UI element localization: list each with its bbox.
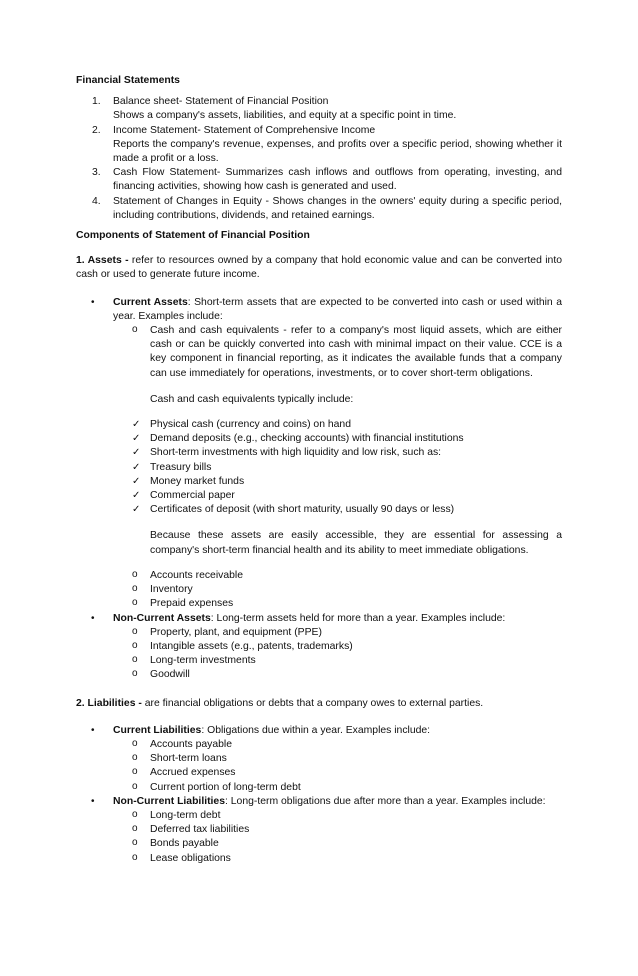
circle-bullet-icon: o (132, 823, 138, 835)
cce-include-text: Cash and cash equivalents typically include: (150, 393, 354, 405)
list-item (113, 654, 562, 668)
check-item (113, 446, 562, 460)
circle-bullet-icon: o (132, 780, 138, 792)
current-assets-other-list (113, 569, 562, 612)
check-item (113, 489, 562, 503)
list-number: 1. (92, 96, 101, 108)
list-item-text: Long-term investments (150, 655, 256, 667)
list-item (113, 583, 562, 597)
noncurrent-assets-text (113, 612, 562, 626)
list-item-text: Goodwill (150, 669, 190, 681)
circle-bullet-icon: o (132, 654, 138, 666)
bullet-icon: • (91, 724, 95, 736)
current-assets-sublist (113, 324, 562, 558)
list-item (113, 626, 562, 640)
circle-bullet-icon: o (132, 568, 138, 580)
section-heading: Components of Statement of Financial Position (76, 230, 310, 242)
list-item (113, 640, 562, 654)
circle-bullet-icon: o (132, 737, 138, 749)
current-liabilities-text (113, 724, 562, 738)
noncurrent-assets-sublist (113, 626, 562, 683)
list-item (113, 597, 562, 611)
list-item (76, 166, 562, 194)
check-item-text: Money market funds (150, 475, 245, 487)
list-item-text: Accrued expenses (150, 767, 236, 779)
circle-bullet-icon: o (132, 808, 138, 820)
noncurrent-assets-desc: : Long-term assets held for more than a year. Examples include: (210, 612, 506, 624)
list-number: 4. (92, 195, 101, 207)
list-item (76, 95, 562, 123)
current-assets-label: Current Assets (113, 296, 188, 308)
list-item (76, 296, 562, 612)
list-item (113, 324, 562, 558)
assets-text: refer to resources owned by a company that hold economic value and can be converted into cash or used to generate future income. (76, 255, 562, 281)
circle-bullet-icon: o (132, 766, 138, 778)
check-item (113, 461, 562, 475)
list-item-text: Prepaid expenses (150, 598, 234, 610)
circle-bullet-icon: o (132, 668, 138, 680)
list-item-text: Accounts receivable (150, 569, 243, 581)
list-item (76, 795, 562, 866)
list-item (76, 612, 562, 683)
bullet-icon: • (91, 795, 95, 807)
check-item-text: Short-term investments with high liquidity and low risk, such as: (150, 447, 442, 459)
noncurrent-liabilities-label: Non-Current Liabilities (113, 795, 225, 807)
liabilities-list (76, 724, 562, 866)
check-item-text: Certificates of deposit (with short maturity, usually 90 days or less) (150, 504, 455, 516)
list-item (113, 752, 562, 766)
list-item-text: Current portion of long-term debt (150, 781, 301, 793)
list-item (113, 823, 562, 837)
check-item (113, 503, 562, 517)
check-item (113, 475, 562, 489)
list-item-line: Balance sheet- Statement of Financial Position (113, 96, 329, 108)
liabilities-text: are financial obligations or debts that a company owes to external parties. (141, 697, 484, 709)
list-item-line: Cash Flow Statement- Summarizes cash inflows and outflows from operating, investing, and financing activities, showing how cash is generated and used. (113, 167, 562, 193)
check-item-text: Physical cash (currency and coins) on hand (150, 419, 351, 431)
check-item-text: Commercial paper (150, 490, 235, 502)
page-title: Financial Statements (76, 75, 180, 86)
noncurrent-liabilities-sublist (113, 809, 562, 866)
circle-bullet-icon: o (132, 639, 138, 651)
current-liabilities-label: Current Liabilities (113, 724, 202, 736)
circle-bullet-icon: o (132, 597, 138, 609)
list-item (113, 569, 562, 583)
list-item (113, 766, 562, 780)
list-item-text: Lease obligations (150, 852, 231, 864)
circle-bullet-icon: o (132, 625, 138, 637)
list-item (113, 852, 562, 866)
liabilities-paragraph (76, 697, 562, 711)
list-item-line: Reports the company's revenue, expenses, and profits over a specific period, showing whether it made a profit or a loss. (113, 138, 562, 165)
check-item (113, 432, 562, 446)
check-icon: ✓ (132, 504, 141, 516)
list-item (113, 781, 562, 795)
check-icon: ✓ (132, 461, 141, 473)
circle-bullet-icon: o (132, 851, 138, 863)
list-item-text: Long-term debt (150, 809, 221, 821)
noncurrent-assets-label: Non-Current Assets (113, 612, 211, 624)
list-item-text: Deferred tax liabilities (150, 824, 250, 836)
list-number: 3. (92, 167, 101, 179)
current-assets-desc: : Short-term assets that are expected to be converted into cash or used within a year. Examples include: (113, 296, 562, 322)
bullet-icon: • (91, 612, 95, 624)
noncurrent-liabilities-desc: : Long-term obligations due after more than a year. Examples include: (225, 795, 546, 807)
circle-bullet-icon: o (132, 837, 138, 849)
check-icon: ✓ (132, 433, 141, 445)
list-item-text: Property, plant, and equipment (PPE) (150, 626, 322, 638)
list-item (113, 668, 562, 682)
assets-label: 1. Assets - (76, 255, 129, 267)
circle-bullet-icon: o (132, 583, 138, 595)
because-text: Because these assets are easily accessible, they are essential for assessing a company's short-term financial health and its ability to meet immediate obligations. (150, 530, 562, 556)
check-icon: ✓ (132, 447, 141, 459)
list-item (113, 809, 562, 823)
list-item (76, 124, 562, 167)
check-item-text: Treasury bills (150, 461, 212, 473)
check-icon: ✓ (132, 490, 141, 502)
list-item-text: Short-term loans (150, 753, 227, 765)
list-item-text: Bonds payable (150, 838, 219, 850)
list-item-line: Statement of Changes in Equity - Shows changes in the owners' equity during a specific period, including contributions, dividends, and retained earnings. (113, 195, 562, 221)
check-item (113, 418, 562, 432)
noncurrent-liabilities-text (113, 795, 562, 809)
list-item-text: Inventory (150, 584, 193, 596)
list-item-text: Intangible assets (e.g., patents, trademarks) (150, 640, 353, 652)
list-item (76, 195, 562, 223)
check-item-text: Demand deposits (e.g., checking accounts) with financial institutions (150, 433, 464, 445)
list-item (76, 724, 562, 795)
circle-bullet-icon: o (132, 752, 138, 764)
cce-text: Cash and cash equivalents - refer to a company's most liquid assets, which are either cash or can be quickly converted into cash with minimal impact on their value. CCE is a key component in financial reporting, as it indicates the available funds that a company can use immediately for operations, investments, or to cover short-term obligations. (150, 325, 562, 379)
current-liabilities-sublist (113, 738, 562, 795)
list-item-line: Income Statement- Statement of Comprehensive Income (113, 124, 376, 136)
list-item-text: Accounts payable (150, 738, 233, 750)
current-assets-text (113, 296, 562, 324)
circle-bullet-icon: o (132, 324, 138, 336)
check-icon: ✓ (132, 419, 141, 431)
assets-list (76, 296, 562, 683)
list-item (113, 837, 562, 851)
check-icon: ✓ (132, 475, 141, 487)
assets-paragraph (76, 254, 562, 282)
bullet-icon: • (91, 296, 95, 308)
liabilities-label: 2. Liabilities - (76, 697, 142, 709)
list-number: 2. (92, 124, 101, 136)
current-liabilities-desc: : Obligations due within a year. Examples include: (201, 724, 431, 736)
cce-checklist (113, 418, 562, 517)
list-item-line: Shows a company's assets, liabilities, and equity at a specific point in time. (113, 110, 457, 122)
list-item (113, 738, 562, 752)
statements-list (76, 95, 562, 223)
